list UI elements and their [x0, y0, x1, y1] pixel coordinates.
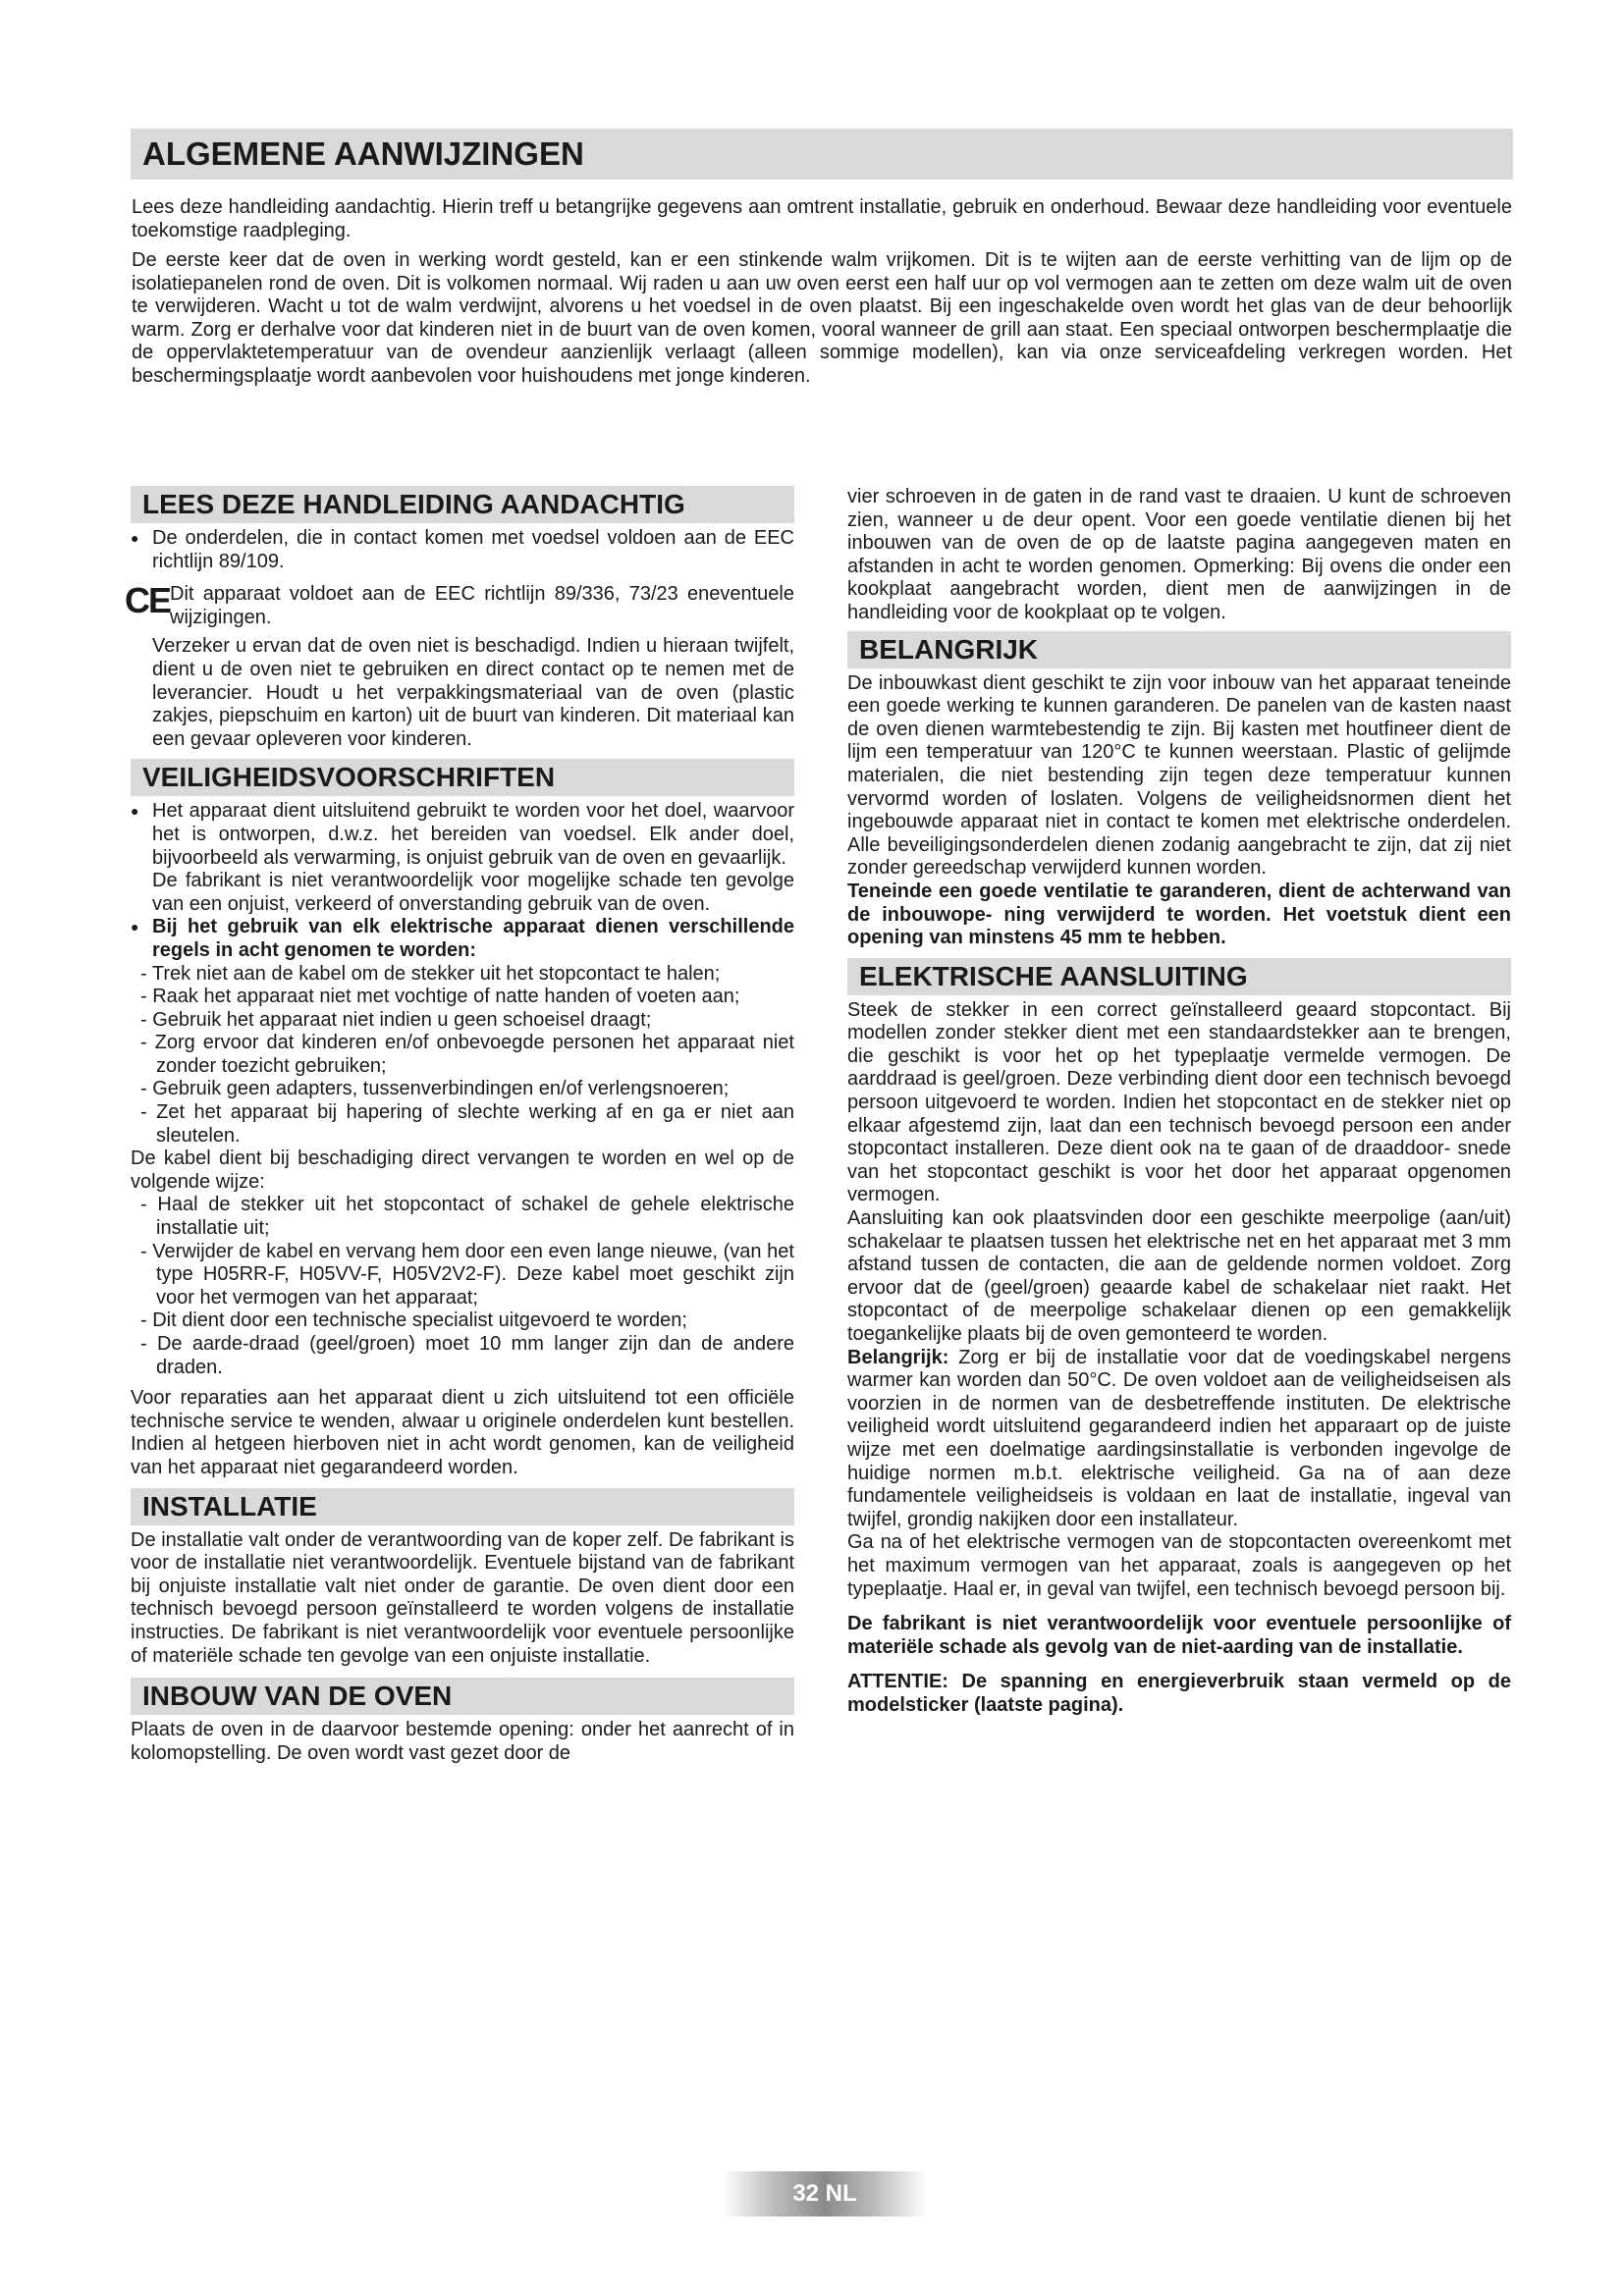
rule-item: - Gebruik geen adapters, tussenverbindingen en/of verlengsnoeren;: [140, 1078, 730, 1100]
left-column: [125, 486, 794, 1765]
intro-paragraph: Lees deze handleiding aandachtig. Hierin treff u betangrijke gegevens aan omtrent installatie, gebruik en onderhoud. Bewaar deze handleiding voor eventuele toekomstige raadpleging.: [132, 196, 1512, 241]
section-heading-elektrisch: ELEKTRISCHE AANSLUITING: [847, 958, 1511, 995]
rule-item: - Zet het apparaat bij hapering of slechte werking af en ga er niet aan sleutelen.: [140, 1101, 794, 1147]
damage-check-text: Verzeker u ervan dat de oven niet is beschadigd. Indien u hieraan twijfelt, dient u de oven niet te gebruiken en direct contact op te nemen met de leverancier. Houdt u het verpakkingsmateriaal van de oven (plastic zakjes, piepschuim en karton) uit de buurt van kinderen. Dit materiaal kan een gevaar opleveren voor kinderen.: [152, 635, 794, 750]
cable-step: - Haal de stekker uit het stopcontact of schakel de gehele elektrische installatie uit;: [140, 1194, 794, 1240]
intro-paragraph: De eerste keer dat de oven in werking wordt gesteld, kan er een stinkende walm vrijkomen. Dit is te wijten aan de eerste verhitting van de lijm op de isolatiepanelen rond de oven. Dit is volkomen normaal. Wij raden u aan uw oven eerst een half uur op vol vermogen aan te zetten om deze walm uit de oven te verwijderen. Wacht u tot de walm verdwijnt, alvorens u het voedsel in de oven plaatst. Bij een ingeschakelde oven wordt het glas van de deur behoorlijk warm. Zorg er derhalve voor dat kinderen niet in de buurt van de oven komen, vooral wanneer de grill aan staat. Een speciaal ontworpen beschermplaatje die de oppervlaktetemperatuur van de ovendeur aanzienlijk verlaagt (alleen sommige modellen), kan via onze serviceafdeling verkregen worden. Het beschermingsplaatje wordt aanbevolen voor huishoudens met jonge kinderen.: [132, 249, 1512, 387]
inbouw-text-continued: vier schroeven in de gaten in de rand vast te draaien. U kunt de schroeven zien, wanneer u de deur opent. Voor een goede ventilatie dienen bij het inbouwen van de oven de op de laatste pagina aangegeven maten en afstanden in acht te worden genomen. Opmerking: Bij ovens die onder een kookplaat aangebracht worden, dient men de aanwijzingen in de handleiding voor de kookplaat op te volgen.: [847, 486, 1511, 623]
elektrisch-text-2: Aansluiting kan ook plaatsvinden door een geschikte meerpolige (aan/uit) schakelaar te plaatsen tussen het elektrische net en het apparaat met 3 mm afstand tussen de contacten, die aan de geldende normen voldoet. Zorg ervoor dat de (geel/groen) geaarde kabel de schakelaar niet raakt. Het stopcontact of de meerpolige schakelaar dienen op een gemakkelijk toegankelijke plaats bij de oven gemonteerd te worden.: [847, 1207, 1511, 1345]
belangrijk-text: De inbouwkast dient geschikt te zijn voor inbouw van het apparaat teneinde een goede werking te kunnen garanderen. De panelen van de kasten naast de oven dienen warmtebestendig te zijn. Bij kasten met houtfineer dient de lijm een temperatuur van 120°C te kunnen weerstaan. Plastic of gelijmde materialen, die niet bestending zijn tegen deze temperatuur kunnen vervormd worden of loslaten. Volgens de veiligheidsnormen dient het ingebouwde apparaat niet in contact te komen met elektrische onderdelen. Alle beveiligingsonderdelen dienen zodanig aangebracht te zijn, dat zij niet zonder gereedschap verwijderd kunnen worden.: [847, 671, 1511, 880]
intro-section: [132, 196, 1512, 395]
elektrisch-text-1: Steek de stekker in een correct geïnstalleerd geaard stopcontact. Bij modellen zonder stekker dient met een standaardstekker aan te brengen, die geschikt is voor het op het typeplaatje vermelde vermogen. De aarddraad is geel/groen. Deze verbinding dient door een technisch bevoegd persoon uitgevoerd te worden. Indien het stopcontact en de stekker niet op elkaar afgestemd zijn, laat dan een technisch bevoegd persoon een ander stopcontact installeren. Deze dient ook na te gaan of de draaddoor- snede van het stopcontact geschikt is voor het door het apparaat opgenomen vermogen.: [847, 998, 1511, 1206]
cable-step: - Dit dient door een technische specialist uitgevoerd te worden;: [140, 1309, 687, 1332]
installatie-text: De installatie valt onder de verantwoording van de koper zelf. De fabrikant is voor de installatie niet verantwoordelijk. Eventuele bijstand van de fabrikant bij onjuiste installatie valt niet onder de garantie. De oven dient door een technisch bevoegd persoon geïnstalleerd te worden volgens de installatie instructies. De fabrikant is niet verantwoordelijk voor eventuele persoonlijke of materiële schade ten gevolge van een onjuiste installatie.: [131, 1528, 794, 1667]
liability-text: De fabrikant is niet verantwoordelijk voor mogelijke schade ten gevolge van een onjuist, verkeerd of onverstanding gebruik van de oven.: [152, 870, 794, 915]
page-title: ALGEMENE AANWIJZINGEN: [131, 129, 1513, 180]
ce-mark-icon: CE: [125, 580, 171, 621]
ce-text: Dit apparaat voldoet aan de EEC richtlijn 89/336, 73/23 eneventuele wijzigingen.: [170, 583, 794, 628]
rule-item: - Trek niet aan de kabel om de stekker uit het stopcontact te halen;: [140, 962, 721, 985]
liability-warning: De fabrikant is niet verantwoordelijk voor eventuele persoonlijke of materiële schade als gevolg van de niet-aarding van de installatie.: [847, 1613, 1511, 1658]
inbouw-text-start: Plaats de oven in de daarvoor bestemde opening: onder het aanrecht of in kolomopstelling. De oven wordt vast gezet door de: [131, 1719, 794, 1764]
important-text: Zorg er bij de installatie voor dat de voedingskabel nergens warmer kan worden dan 50°C. De oven voldoet aan de veiligheidseisen als voorzien in de normen van de desbetreffende instituten. De elektrische veiligheid wordt uitsluitend gegarandeerd indien het apparaart op de juiste wijze met een doelmatige aardingsinstallatie is verbonden ingevolge de huidige normen m.b.t. elektrische veiligheid. Ga na of aan deze fundamentele veiligheidseis is voldaan en laat de installatie, ingeval van twijfel, grondig nakijken door een installateur.: [847, 1346, 1511, 1530]
section-heading-lees: LEES DEZE HANDLEIDING AANDACHTIG: [131, 486, 794, 523]
section-heading-installatie: INSTALLATIE: [131, 1488, 794, 1525]
attention-note: ATTENTIE: De spanning en energieverbruik staan vermeld op de modelsticker (laatste pagina).: [847, 1671, 1511, 1716]
page-number: 32 NL: [723, 2171, 927, 2216]
bullet-food-contact: ● De onderdelen, die in contact komen met voedsel voldoen aan de EEC richtlijn 89/109.: [131, 527, 794, 573]
important-label: Belangrijk:: [847, 1346, 949, 1368]
cable-step: - De aarde-draad (geel/groen) moet 10 mm langer zijn dan de andere draden.: [140, 1333, 794, 1378]
repairs-text: Voor reparaties aan het apparaat dient u zich uitsluitend tot een officiële technische service te wenden, alwaar u originele onderdelen kunt bestellen. Indien al hetgeen hierboven niet in acht wordt genomen, kan de veiligheid van het apparaat niet gegarandeerd worden.: [131, 1387, 794, 1478]
cable-step: - Verwijder de kabel en vervang hem door een even lange nieuwe, (van het type H05RR-F, H05VV-F, H05V2V2-F). Deze kabel moet geschikt zijn voor het vermogen van het apparaat;: [140, 1240, 794, 1308]
ventilation-warning: Teneinde een goede ventilatie te garanderen, dient de achterwand van de inbouwope- ning verwijderd te worden. Het voetstuk dient een opening van minstens 45 mm te hebben.: [847, 880, 1511, 949]
section-heading-inbouw: INBOUW VAN DE OVEN: [131, 1678, 794, 1715]
ce-statement: [125, 580, 794, 629]
section-heading-veilig: VEILIGHEIDSVOORSCHRIFTEN: [131, 759, 794, 796]
elektrisch-important: [847, 1347, 1511, 1532]
rule-item: - Gebruik het apparaat niet indien u geen schoeisel draagt;: [140, 1008, 652, 1031]
rule-item: - Zorg ervoor dat kinderen en/of onbevoegde personen het apparaat niet zonder toezicht gebruiken;: [140, 1032, 794, 1077]
cable-intro: De kabel dient bij beschadiging direct vervangen te worden en wel op de volgende wijze:: [131, 1148, 794, 1193]
right-column: [847, 486, 1511, 1718]
rule-item: - Raak het apparaat niet met vochtige of natte handen of voeten aan;: [140, 986, 740, 1008]
elektrisch-text-3: Ga na of het elektrische vermogen van de stopcontacten overeenkomt met het maximum vermogen van het apparaat, zoals is aangegeven op het typeplaatje. Haal er, in geval van twijfel, een technisch bevoegd persoon bij.: [847, 1531, 1511, 1600]
bullet-electrical-rules: ● Bij het gebruik van elk elektrische apparaat dienen verschillende regels in acht genomen te worden:: [131, 916, 794, 962]
bullet-intended-use: ● Het apparaat dient uitsluitend gebruikt te worden voor het doel, waarvoor het is ontworpen, d.w.z. het bereiden van voedsel. Elk ander doel, bijvoorbeeld als verwarming, is onjuist gebruik van de oven en gevaarlijk.: [131, 800, 794, 870]
section-heading-belangrijk: BELANGRIJK: [847, 631, 1511, 668]
